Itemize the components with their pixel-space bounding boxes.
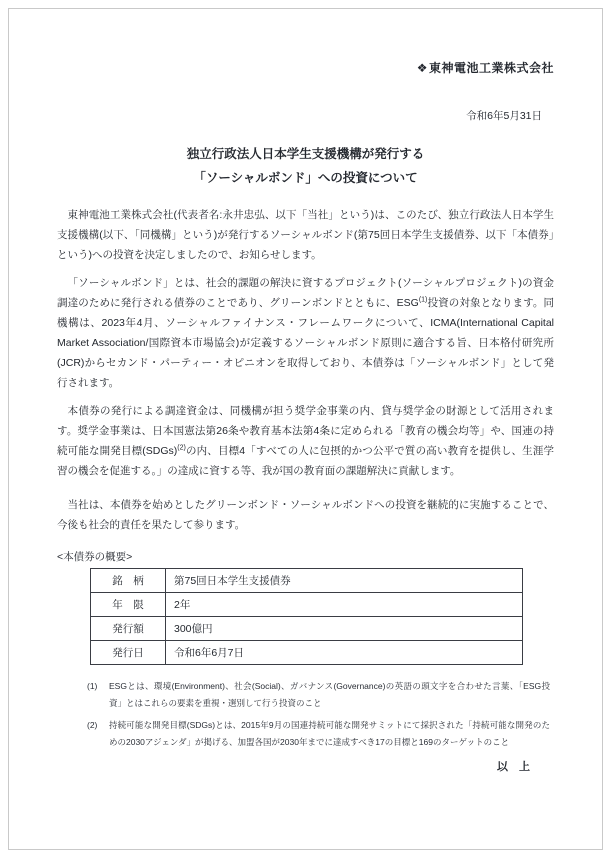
row-label: 銘 柄 [91,569,166,593]
document-title-line1: 独立行政法人日本学生支援機構が発行する [186,147,425,161]
row-label: 発行日 [91,641,166,665]
paragraph-social-bond-definition [57,273,554,393]
bond-summary-table [90,568,523,665]
paragraph-text: 「ソーシャルボンド」とは、社会的課題の解決に資するプロジェクト(ソーシャルプロジェクト)の資金調達のために発行される債券のことであり、グリーンボンドとともに、ESG [57,277,554,309]
document-date: 令和6年5月31日 [466,110,542,122]
paragraph-announcement: 東神電池工業株式会社(代表者名:永井忠弘、以下「当社」という)は、このたび、独立行政法人日本学生支援機構(以下、「同機構」という)が発行するソーシャルボンド(第75回日本学生支援債券、以下「本債券」という)への投資を決定しましたので、お知らせします。 [57,209,554,261]
row-value: 2年 [166,593,523,617]
paragraph-text: 投資の対象となります。同機構は、2023年4月、ソーシャルファイナンス・フレームワークについて、ICMA(International Capital Market Association/国際資本市場協会)が定義するソーシャルボンド原則に適合する旨、日本格付研究所(JCR)からセカンド・パーティー・オピニオンを取得しており、本債券は「ソーシャルボンド」として発行されます。 [57,297,554,389]
footnotes-section [57,678,554,751]
row-value: 令和6年6月7日 [166,641,523,665]
company-header [57,61,554,75]
table-row [91,617,523,641]
document-title-line2: 「ソーシャルボンド」への投資について [193,171,418,185]
footnote-ref-2: (2) [177,444,186,452]
document-title [57,142,554,190]
footnote-marker: (1) [87,681,98,691]
table-row [91,569,523,593]
row-label: 年 限 [91,593,166,617]
row-label: 発行額 [91,617,166,641]
company-logo-icon: ❖ [416,61,428,75]
table-row [91,593,523,617]
bond-summary-section [57,549,554,665]
company-name: 東神電池工業株式会社 [428,61,554,75]
footnote-marker: (2) [87,720,98,730]
paragraph-text: 本債券の発行による調達資金は、同機構が担う奨学金事業の内、貸与奨学金の財源として活用されます。奨学金事業は、日本国憲法第26条や教育基本法第4条に定められる「教育の機会均等」や、国連の持続可能な開発目標(SDGs) [57,405,554,457]
row-value: 300億円 [166,617,523,641]
footnote-1 [87,678,550,712]
row-value: 第75回日本学生支援債券 [166,569,523,593]
bond-summary-heading: <本債券の概要> [57,551,133,563]
table-row [91,641,523,665]
paragraph-text: の内、目標4「すべての人に包摂的かつ公平で質の高い教育を提供し、生涯学習の機会を促進する。」の達成に資する等、我が国の教育面の課題解決に貢献します。 [57,445,554,477]
footnote-text: 持続可能な開発目標(SDGs)とは、2015年9月の国連持続可能な開発サミットにて採択された「持続可能な開発のための2030アジェンダ」が掲げる、加盟各国が2030年までに達成すべき17の目標と169のターゲットのこと [109,720,550,747]
paragraph-use-of-proceeds [57,401,554,481]
document-page [8,8,603,850]
footnote-ref-1: (1) [418,296,428,304]
footnote-2 [87,717,550,751]
closing-mark: 以 上 [497,761,530,773]
paragraph-commitment: 当社は、本債券を始めとしたグリーンボンド・ソーシャルボンドへの投資を継続的に実施することで、今後も社会的責任を果たして参ります。 [57,499,554,531]
footnote-text: ESGとは、環境(Environment)、社会(Social)、ガバナンス(Governance)の英語の頭文字を合わせた言葉、「ESG投資」とはこれらの要素を重視・選別して行う投資のこと [109,681,550,708]
document-body [57,205,554,535]
